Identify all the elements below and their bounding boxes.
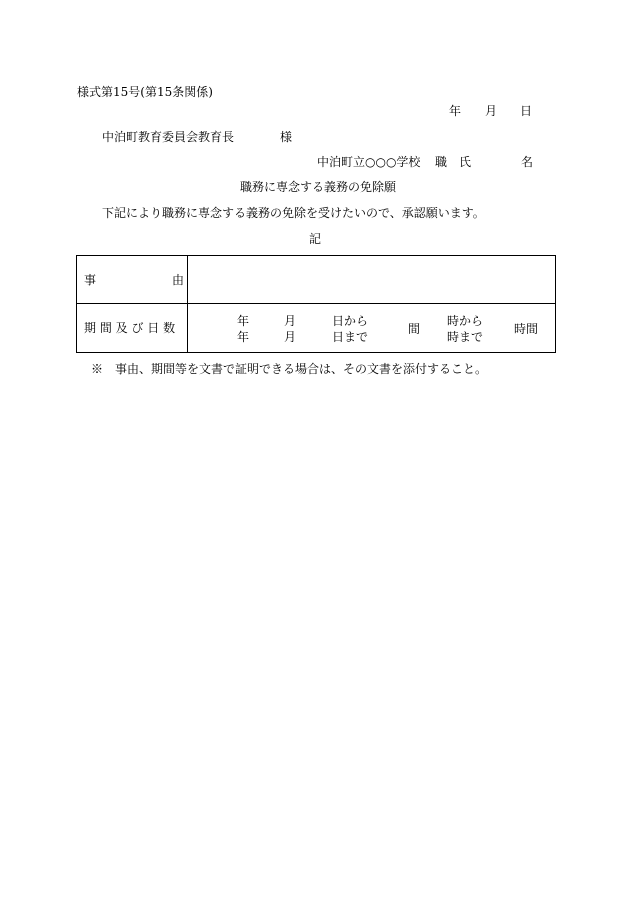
- addressee: 中泊町教育委員会教育長: [102, 130, 235, 144]
- period-row: [77, 304, 555, 352]
- application-table: [76, 255, 556, 353]
- reason-label-right: 由: [172, 273, 185, 287]
- to-year-label: 年: [237, 330, 250, 344]
- to-day-label: 日まで: [332, 330, 369, 344]
- from-day-label: 日から: [332, 314, 369, 328]
- from-time-label: 時から: [447, 314, 484, 328]
- hours-label: 時間: [514, 322, 539, 336]
- intro-text: 下記により職務に専念する義務の免除を受けたいので、承認願います。: [102, 206, 485, 220]
- applicant-name-label: 名: [521, 155, 534, 169]
- from-month-label: 月: [284, 314, 297, 328]
- date-day-label: 日: [520, 104, 533, 118]
- applicant-school: 中泊町立○○○学校: [317, 155, 421, 169]
- to-time-label: 時まで: [447, 330, 484, 344]
- reason-label-left: 事: [84, 273, 97, 287]
- attachment-note: ※ 事由、期間等を文書で証明できる場合は、その文書を添付すること。: [91, 362, 488, 376]
- honorific: 様: [280, 130, 293, 144]
- reason-row: [77, 256, 555, 304]
- form-number: 様式第15号(第15条関係): [77, 85, 213, 99]
- from-year-label: 年: [237, 314, 250, 328]
- applicant-title-label: 職 氏: [435, 155, 472, 169]
- record-label: 記: [309, 232, 322, 246]
- to-month-label: 月: [284, 330, 297, 344]
- date-month-label: 月: [485, 104, 498, 118]
- between-label: 間: [408, 322, 421, 336]
- period-label: 期 間 及 び 日 数: [84, 321, 176, 335]
- document-title: 職務に専念する義務の免除願: [240, 180, 397, 194]
- date-year-label: 年: [449, 104, 462, 118]
